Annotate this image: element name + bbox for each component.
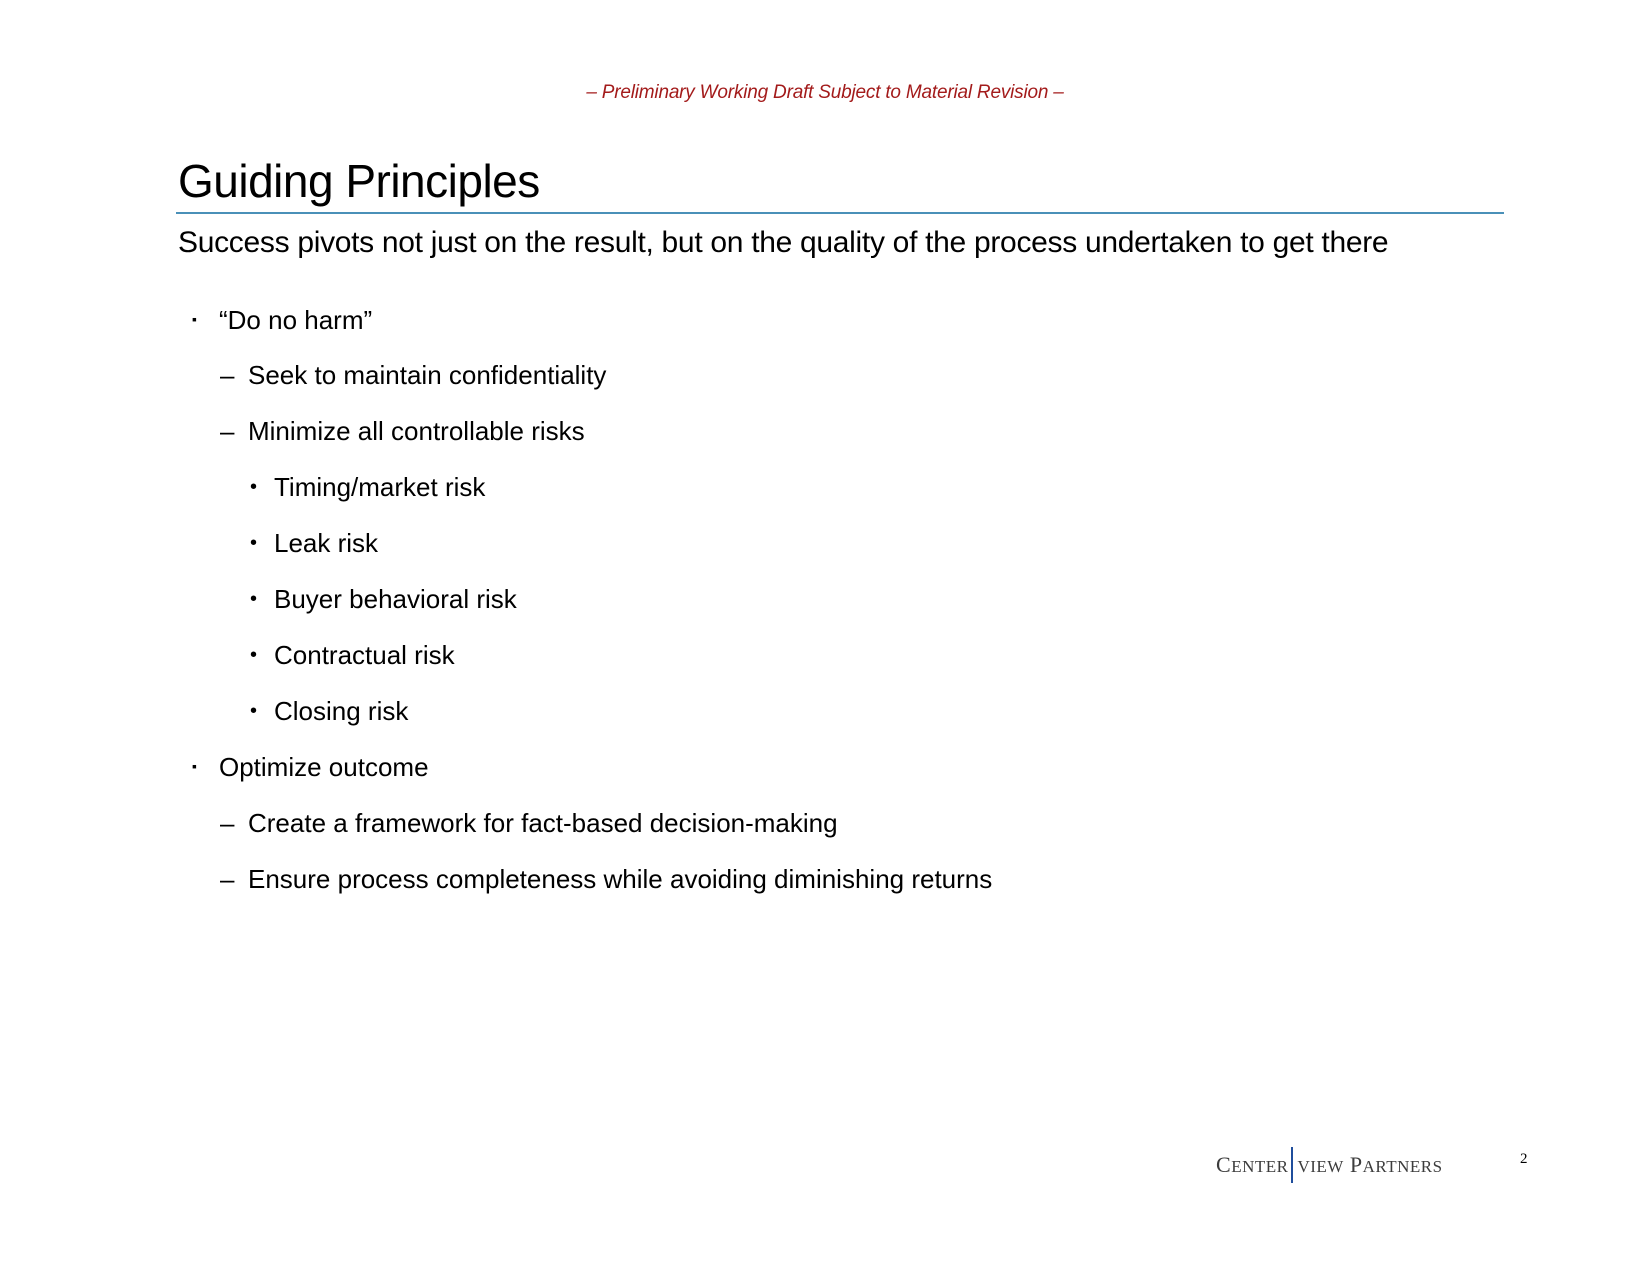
- list-item-text: Seek to maintain confidentiality: [248, 360, 607, 390]
- title-divider: [176, 212, 1504, 214]
- list-item: [250, 635, 455, 675]
- list-item: [250, 691, 408, 731]
- dot-bullet-icon: •: [250, 588, 258, 610]
- list-item-text: “Do no harm”: [219, 305, 373, 335]
- dash-bullet-icon: –: [220, 416, 235, 446]
- dash-bullet-icon: –: [220, 864, 235, 894]
- list-item-text: Minimize all controllable risks: [248, 416, 585, 446]
- logo-text: VIEW: [1297, 1157, 1344, 1176]
- dot-bullet-icon: •: [250, 476, 258, 498]
- square-bullet-icon: ▪: [192, 758, 197, 774]
- list-item: [250, 467, 485, 507]
- page-title: Guiding Principles: [178, 155, 540, 207]
- page-subtitle: Success pivots not just on the result, but on the quality of the process undertaken to get there: [178, 226, 1389, 259]
- list-item-text: Contractual risk: [274, 640, 455, 670]
- list-item-text: Optimize outcome: [219, 752, 429, 782]
- list-item: [250, 579, 517, 619]
- logo-divider: [1291, 1147, 1293, 1183]
- dash-bullet-icon: –: [220, 360, 235, 390]
- list-item: [192, 300, 372, 340]
- list-item: [220, 411, 585, 451]
- dot-bullet-icon: •: [250, 644, 258, 666]
- logo-text: ENTER: [1231, 1157, 1289, 1176]
- square-bullet-icon: ▪: [192, 311, 197, 327]
- dot-bullet-icon: •: [250, 532, 258, 554]
- list-item: [250, 523, 378, 563]
- list-item-text: Closing risk: [274, 696, 409, 726]
- draft-notice: – Preliminary Working Draft Subject to Material Revision –: [586, 82, 1064, 103]
- dot-bullet-icon: •: [250, 700, 258, 722]
- list-item-text: Leak risk: [274, 528, 379, 558]
- list-item-text: Ensure process completeness while avoiding diminishing returns: [248, 864, 993, 894]
- logo-initial: P: [1349, 1152, 1363, 1177]
- list-item-text: Timing/market risk: [274, 472, 486, 502]
- company-logo: [1216, 1148, 1443, 1182]
- logo-text: ARTNERS: [1362, 1157, 1443, 1176]
- logo-initial: C: [1216, 1152, 1232, 1177]
- page-number: 2: [1520, 1151, 1528, 1167]
- list-item-text: Create a framework for fact-based decision-making: [248, 808, 838, 838]
- list-item: [192, 747, 429, 787]
- list-item-text: Buyer behavioral risk: [274, 584, 517, 614]
- list-item: [220, 355, 606, 395]
- list-item: [220, 859, 992, 899]
- list-item: [220, 803, 838, 843]
- dash-bullet-icon: –: [220, 808, 235, 838]
